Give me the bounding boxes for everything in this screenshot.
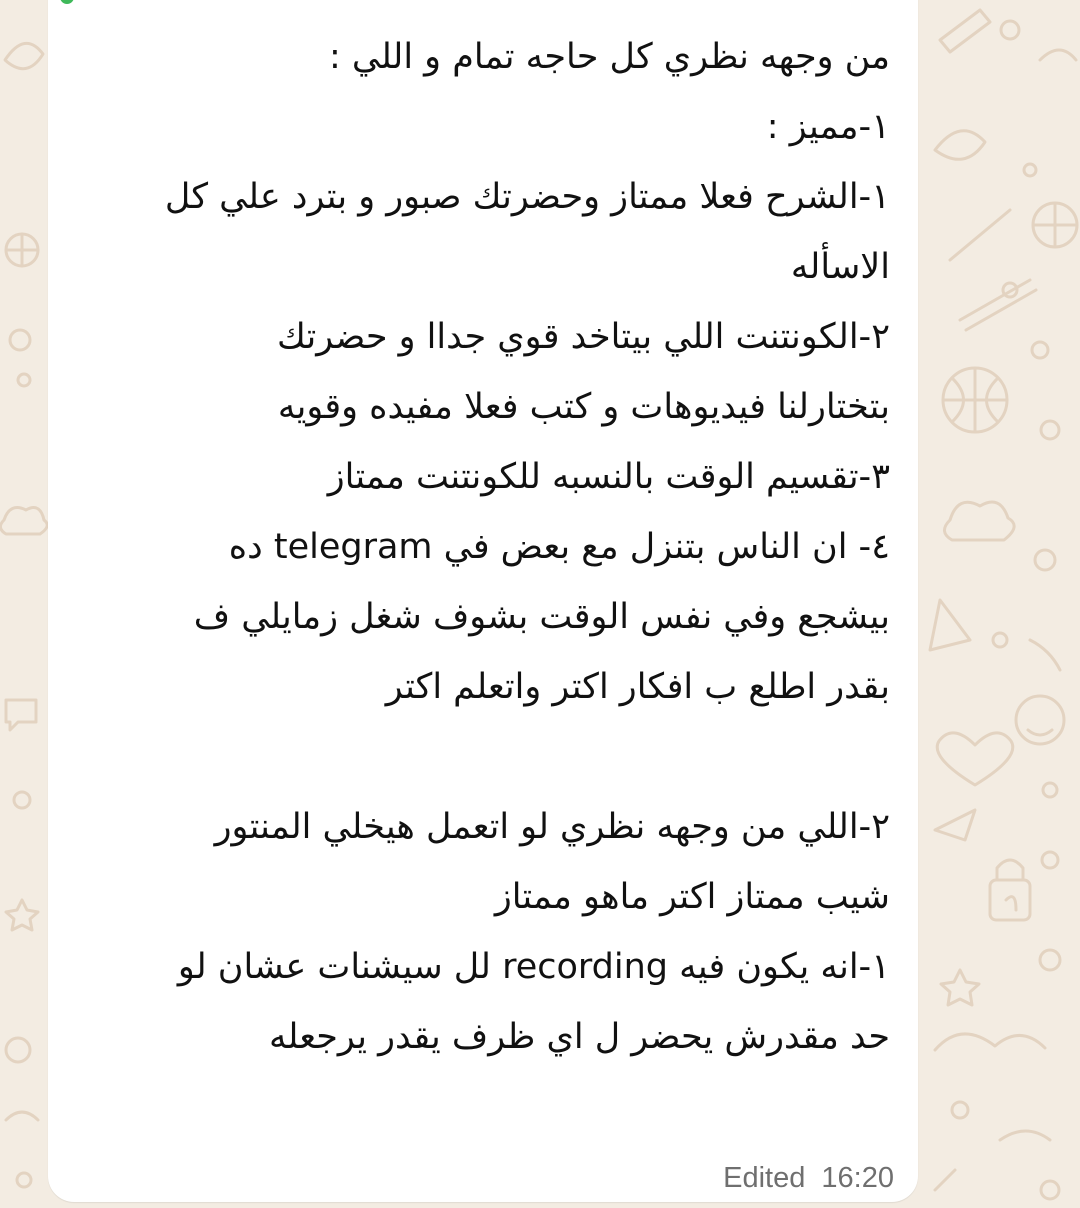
message-line: شيب ممتاز اكتر ماهو ممتاز <box>494 877 890 917</box>
message-line: بقدر اطلع ب افكار اكتر واتعلم اكتر <box>385 667 890 707</box>
heart-icon <box>937 733 1013 785</box>
message-line: ١-مميز : <box>766 107 890 147</box>
message-line: ١-الشرح فعلا ممتاز وحضرتك صبور و بترد علي كل <box>164 177 890 217</box>
message-text <box>98 22 890 1072</box>
message-line: حد مقدرش يحضر ل اي ظرف يقدر يرجعله <box>269 1017 890 1057</box>
message-line: ١-انه يكون فيه recording لل سيشنات عشان لو <box>177 947 890 987</box>
star-icon <box>941 970 979 1005</box>
cloud-icon <box>0 508 47 534</box>
leaf-icon <box>935 131 985 160</box>
message-line: من وجهه نظري كل حاجه تمام و اللي : <box>328 37 890 77</box>
message-line: ٤- ان الناس بتنزل مع بعض في telegram ده <box>228 527 890 567</box>
lock-icon <box>990 880 1030 920</box>
message-line: الاسأله <box>790 247 890 287</box>
cloud-icon <box>944 502 1014 540</box>
chat-bubble-icon <box>6 700 36 730</box>
pencil-icon <box>940 10 990 52</box>
message-line: ٢-اللي من وجهه نظري لو اتعمل هيخلي المنتور <box>214 807 890 847</box>
message-meta <box>723 1162 894 1195</box>
edited-label: Edited <box>723 1162 806 1194</box>
message-time: 16:20 <box>821 1162 894 1194</box>
message-line: ٢-الكونتنت اللي بيتاخد قوي جداا و حضرتك <box>276 317 890 357</box>
message-line: بيشجع وفي نفس الوقت بشوف شغل زمايلي ف <box>193 597 890 637</box>
star-icon <box>6 900 38 930</box>
message-blank-line <box>98 722 890 792</box>
leaf-icon <box>5 43 43 68</box>
message-line: ٣-تقسيم الوقت بالنسبه للكونتنت ممتاز <box>327 457 890 497</box>
message-line: بتختارلنا فيديوهات و كتب فعلا مفيده وقويه <box>277 387 890 427</box>
